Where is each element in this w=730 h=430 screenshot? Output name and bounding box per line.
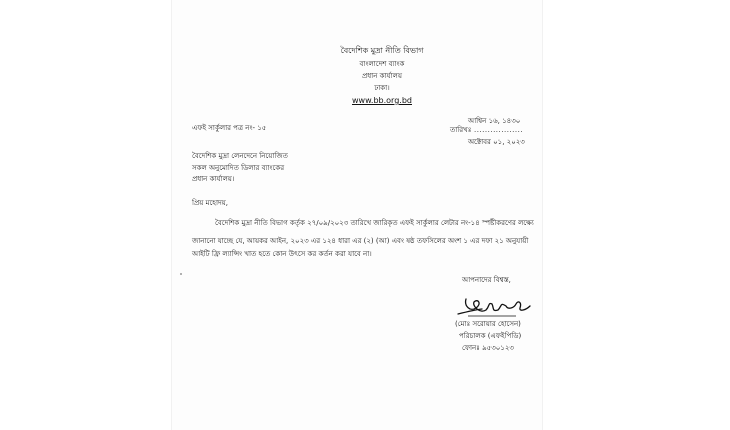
date-label: তারিখঃ <box>450 126 472 134</box>
signatory-name: (মোঃ সরোয়ার হোসেন) <box>455 320 521 328</box>
recipient-line: সকল অনুমোদিত ডিলার ব্যাংকের <box>192 164 285 172</box>
body-line: বৈদেশিক মুদ্রা নীতি বিভাগ কর্তৃক ২৭/০৯/২০২৩ তারিখে জারিকৃত এফই সার্কুলার লেটার নং-১৪ স্পষ্টীকরণের লক্ষ্যে <box>215 219 534 227</box>
closing-text: আপনাদের বিশ্বস্ত, <box>462 276 511 284</box>
circular-number: এফই সার্কুলার পত্র নং- ১৫ <box>192 124 267 132</box>
margin-mark <box>180 273 182 275</box>
signatory-phone: ফোনঃ ৯৫৩০১২৩ <box>462 344 514 352</box>
bank-name: বাংলাদেশ ব্যাংক <box>359 60 405 68</box>
recipient-line: বৈদেশিক মুদ্রা লেনদেনে নিয়োজিত <box>192 152 288 160</box>
department-name: বৈদেশিক মুদ্রা নীতি বিভাগ <box>340 46 424 55</box>
salutation: প্রিয় মহোদয়, <box>192 199 229 207</box>
date-dots: .................. <box>474 126 524 134</box>
website-link[interactable]: www.bb.org.bd <box>352 96 412 105</box>
signatory-title: পরিচালক (এফইপিডি) <box>459 332 522 340</box>
signature-image <box>456 294 536 322</box>
body-line: আইটি ফ্রি ল্যান্সিং খাত হতে কোন উৎসে কর কর্তন করা যাবে না। <box>192 250 372 258</box>
date-bangla: আশ্বিন ১৬, ১৪৩০ <box>468 117 521 125</box>
date-gregorian: অক্টোবর ০১, ২০২৩ <box>468 138 525 146</box>
body-line: জানানো যাচ্ছে যে, আয়কর আইন, ২০২৩ এর ১২৪ ধারা এর (২) (আ) এবং ষষ্ঠ তফসিলের অংশ ১ এর দফা ২১ অনুযায়ী <box>192 237 529 245</box>
recipient-line: প্রধান কার্যালয়। <box>192 175 235 183</box>
office-name: প্রধান কার্যালয় <box>362 72 402 80</box>
city-name: ঢাকা। <box>374 84 390 92</box>
document-page <box>172 0 542 430</box>
